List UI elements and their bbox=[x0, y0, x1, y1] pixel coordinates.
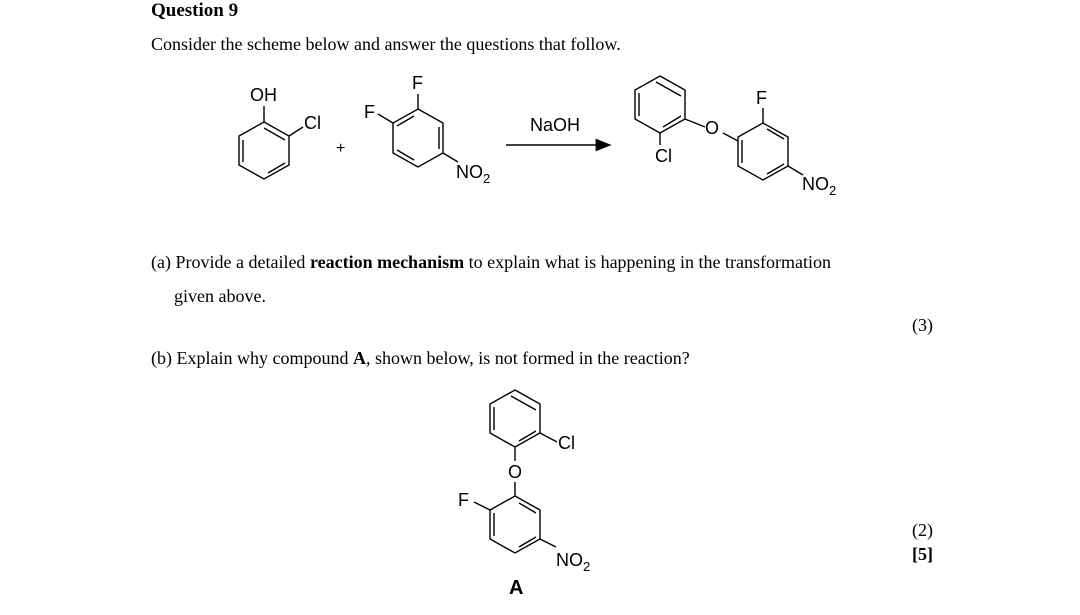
compound-a-cl-label: Cl bbox=[558, 433, 575, 453]
plus-sign: + bbox=[336, 140, 346, 157]
fluoronitrobenzene-structure bbox=[364, 73, 490, 186]
compound-a-label: A bbox=[509, 577, 524, 599]
compound-a-no2-label: $NO_2$ bbox=[556, 550, 591, 574]
oh-label: OH bbox=[250, 85, 277, 105]
compound-a-f-label: F bbox=[458, 490, 469, 510]
part-b-text: (b) Explain why compound A, shown below, is not formed in the reaction? bbox=[151, 348, 690, 368]
no2-label: $NO_2$ bbox=[456, 162, 491, 186]
f-label-left: F bbox=[364, 102, 375, 122]
cl-label: Cl bbox=[304, 113, 321, 133]
part-b-marks: (2) bbox=[912, 520, 933, 540]
f-label-top: F bbox=[412, 73, 423, 93]
compound-a-structure bbox=[458, 390, 590, 599]
question-title: Question 9 bbox=[151, 0, 239, 21]
chlorophenol-structure bbox=[239, 85, 321, 179]
product-structure bbox=[635, 76, 836, 198]
reaction-arrow bbox=[506, 115, 610, 145]
product-no2-label: $NO_2$ bbox=[802, 174, 837, 198]
product-cl-label: Cl bbox=[655, 146, 672, 166]
part-a-marks: (3) bbox=[912, 315, 933, 335]
part-a-line1: (a) Provide a detailed reaction mechanism to explain what is happening in the transformation bbox=[151, 252, 832, 272]
total-marks: [5] bbox=[912, 544, 933, 564]
part-a-line2: given above. bbox=[174, 286, 266, 306]
question-intro: Consider the scheme below and answer the questions that follow. bbox=[151, 34, 621, 54]
compound-a-o-label: O bbox=[508, 462, 523, 482]
product-f-label: F bbox=[756, 88, 767, 108]
product-o-label: O bbox=[705, 118, 720, 138]
reagent-label: NaOH bbox=[530, 115, 581, 135]
